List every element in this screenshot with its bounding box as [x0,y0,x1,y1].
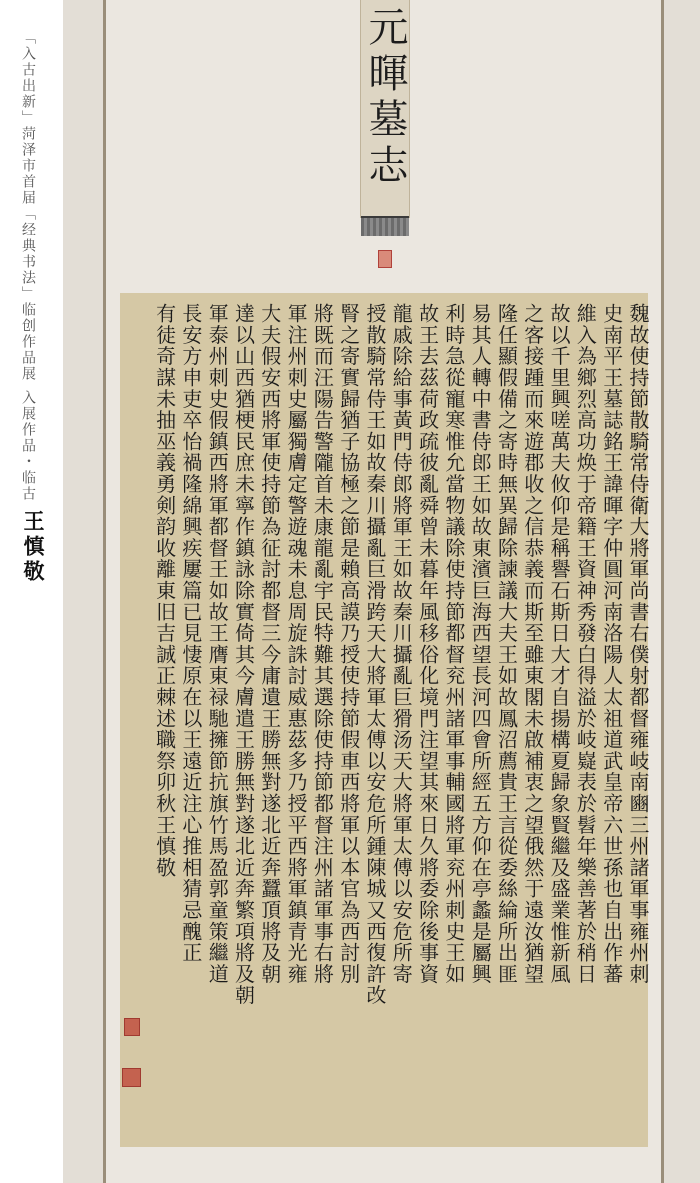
calligraphy-column: 故以千里興嗟萬夫攸仰是稱譽石斯日大才自揚構夏歸象賢繼及盛業惟新風 [547,303,572,985]
category-caption: 入展作品・临古 [20,390,36,502]
calligraphy-column: 軍注州刺史屬獨膚定警遊魂未息周旋誅討威惠茲多乃授平西將軍鎮青光雍 [284,303,309,985]
artist-seal-stamp [124,1018,140,1036]
scroll-title: 元暉墓志 [362,6,408,190]
caption [18,30,46,585]
calligraphy-column: 隆任顯假備之寄時無異歸除諫議大夫王如故鳳沼薦貴王言從委絲綸所出匪 [494,303,519,985]
calligraphy-column: 腎之寄實歸猶子協極之節是賴高謨乃授使持節假車西將軍以本官為西討別 [336,303,361,985]
calligraphy-panel [120,293,648,1147]
calligraphy-column: 達以山西猶梗民庶未寧作鎮詠除實倚其今膚遣王勝無對遂北近奔繁項將及朝 [231,303,256,1006]
calligraphy-column: 大夫假安西將軍使持節為征討都督三今庸遺王勝無對遂北近奔蠶頂將及朝 [257,303,282,985]
calligraphy-column: 故王去茲荷政疏彼亂舜曾未暮年風移俗化境門注望其來日久將委除後事資 [415,303,440,985]
scroll-rail-right [661,0,664,1183]
calligraphy-column: 龍戚除給事黃門侍郎將軍王如故秦川攝亂巨猾汤天大將軍太傅以安危所寄 [389,303,414,985]
calligraphy-column: 易其人轉中書侍郎王如故東濱巨海西望長河四會所經五方仰在亭蠡是屬興 [468,303,493,985]
calligraphy-column: 將既而汪陽告警隴首未康龍亂宇民特難其選除使持節都督注州諸軍事右將 [310,303,335,985]
calligraphy-column: 有徒奇謀未抽巫義勇剣韵收離東旧吉誠正棘述職祭卯秋王慎敬 [152,303,177,879]
calligraphy-column: 魏故使持節散騎常侍衛大將軍尚書右僕射都督雍岐南豳三州諸軍事雍州刺 [626,303,650,985]
artist-seal-stamp-2 [122,1068,141,1087]
calligraphy-column: 軍泰州刺史假鎮西將軍都督王如故王膺東禄馳擁節抗旗竹馬盈郭童策繼道 [205,303,230,985]
calligraphy-column: 利時急從寵寒惟允當物議除使持節都督兖州諸軍事輔國將軍兖州刺史王如 [441,303,466,985]
calligraphy-column: 維入為鄉烈高功焕于帝籍王資神秀發白得溢於岐嶷表於髫年樂善著於稍日 [573,303,598,985]
calligraphy-column: 之客接踵而來遊郡收之信恭義而斯至雖東閣未啟補衷之望俄然于遠汝猶望 [520,303,545,985]
author-name: 王慎敬 [21,510,46,585]
calligraphy-column: 史南平王墓誌銘王諱暉字仲圓河南洛陽人太祖道武皇帝六世孫也自出作蕃 [599,303,624,985]
title-seal-stamp [378,250,392,268]
calligraphy-column: 授散騎常侍王如故秦川攝亂巨滑跨天大將軍太傅以安危所鍾陳城又西復許改 [363,303,387,1006]
calligraphy-column: 長安方申吏卒怡禍隆綿興疾屢篇已見悽原在以王遠近注心推相猜忌醜正 [178,303,203,964]
title-slip [360,0,410,218]
exhibition-caption: 「入古出新」菏泽市首届「经典书法」临创作品展 [20,30,36,382]
title-slip-band [361,216,409,236]
